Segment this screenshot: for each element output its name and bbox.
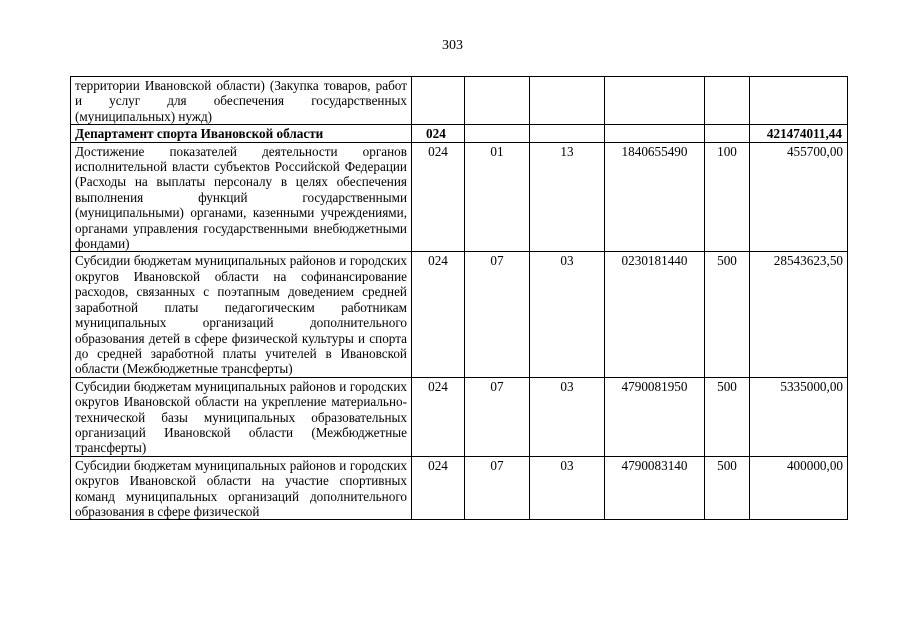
table-row (71, 77, 848, 125)
table-row (71, 252, 848, 377)
row-sum (750, 77, 848, 125)
table-row-department (71, 125, 848, 142)
row-sum: 5335000,00 (750, 377, 848, 456)
department-gr: 024 (412, 125, 465, 142)
table-row (71, 456, 848, 520)
row-cs: 4790083140 (605, 456, 705, 520)
row-vr: 100 (705, 142, 750, 252)
row-rz: 07 (465, 252, 530, 377)
row-vr: 500 (705, 456, 750, 520)
row-name: территории Ивановской области) (Закупка товаров, работ и услуг для обеспечения государственных (муниципальных) нужд) (71, 77, 412, 125)
table-row (71, 142, 848, 252)
row-gr: 024 (412, 377, 465, 456)
department-rz (465, 125, 530, 142)
row-name: Субсидии бюджетам муниципальных районов и городских округов Ивановской области на софинансирование расходов, связанных с поэтапным доведением средней заработной платы педагогическим работникам муниципальных организаций дополнительного образования детей в сфере физической культуры и спорта до средней заработной платы учителей в Ивановской области (Межбюджетные трансферты) (71, 252, 412, 377)
row-name: Субсидии бюджетам муниципальных районов и городских округов Ивановской области на укрепление материально-технической базы муниципальных образовательных организаций Ивановской области (Межбюджетные трансферты) (71, 377, 412, 456)
row-sum: 455700,00 (750, 142, 848, 252)
row-pr: 03 (530, 456, 605, 520)
row-vr: 500 (705, 377, 750, 456)
row-rz: 07 (465, 377, 530, 456)
row-name: Достижение показателей деятельности органов исполнительной власти субъектов Российской Федерации (Расходы на выплаты персоналу в целях обеспечения выполнения функций государственными (муниципальными) органами, казенными учреждениями, органами управления государственными внебюджетными фондами) (71, 142, 412, 252)
row-pr: 13 (530, 142, 605, 252)
department-pr (530, 125, 605, 142)
row-pr: 03 (530, 377, 605, 456)
row-rz (465, 77, 530, 125)
row-gr: 024 (412, 142, 465, 252)
row-cs: 1840655490 (605, 142, 705, 252)
page-number: 303 (442, 38, 463, 53)
row-sum: 28543623,50 (750, 252, 848, 377)
row-name: Субсидии бюджетам муниципальных районов и городских округов Ивановской области на участие спортивных команд муниципальных организаций дополнительного образования в сфере физической (71, 456, 412, 520)
row-pr: 03 (530, 252, 605, 377)
department-name: Департамент спорта Ивановской области (71, 125, 412, 142)
row-gr (412, 77, 465, 125)
table-row (71, 377, 848, 456)
row-rz: 01 (465, 142, 530, 252)
row-vr: 500 (705, 252, 750, 377)
row-cs (605, 77, 705, 125)
row-cs: 4790081950 (605, 377, 705, 456)
department-vr (705, 125, 750, 142)
row-vr (705, 77, 750, 125)
row-rz: 07 (465, 456, 530, 520)
department-sum: 421474011,44 (750, 125, 848, 142)
row-gr: 024 (412, 456, 465, 520)
budget-table (70, 76, 848, 520)
row-gr: 024 (412, 252, 465, 377)
department-cs (605, 125, 705, 142)
row-pr (530, 77, 605, 125)
row-sum: 400000,00 (750, 456, 848, 520)
row-cs: 0230181440 (605, 252, 705, 377)
